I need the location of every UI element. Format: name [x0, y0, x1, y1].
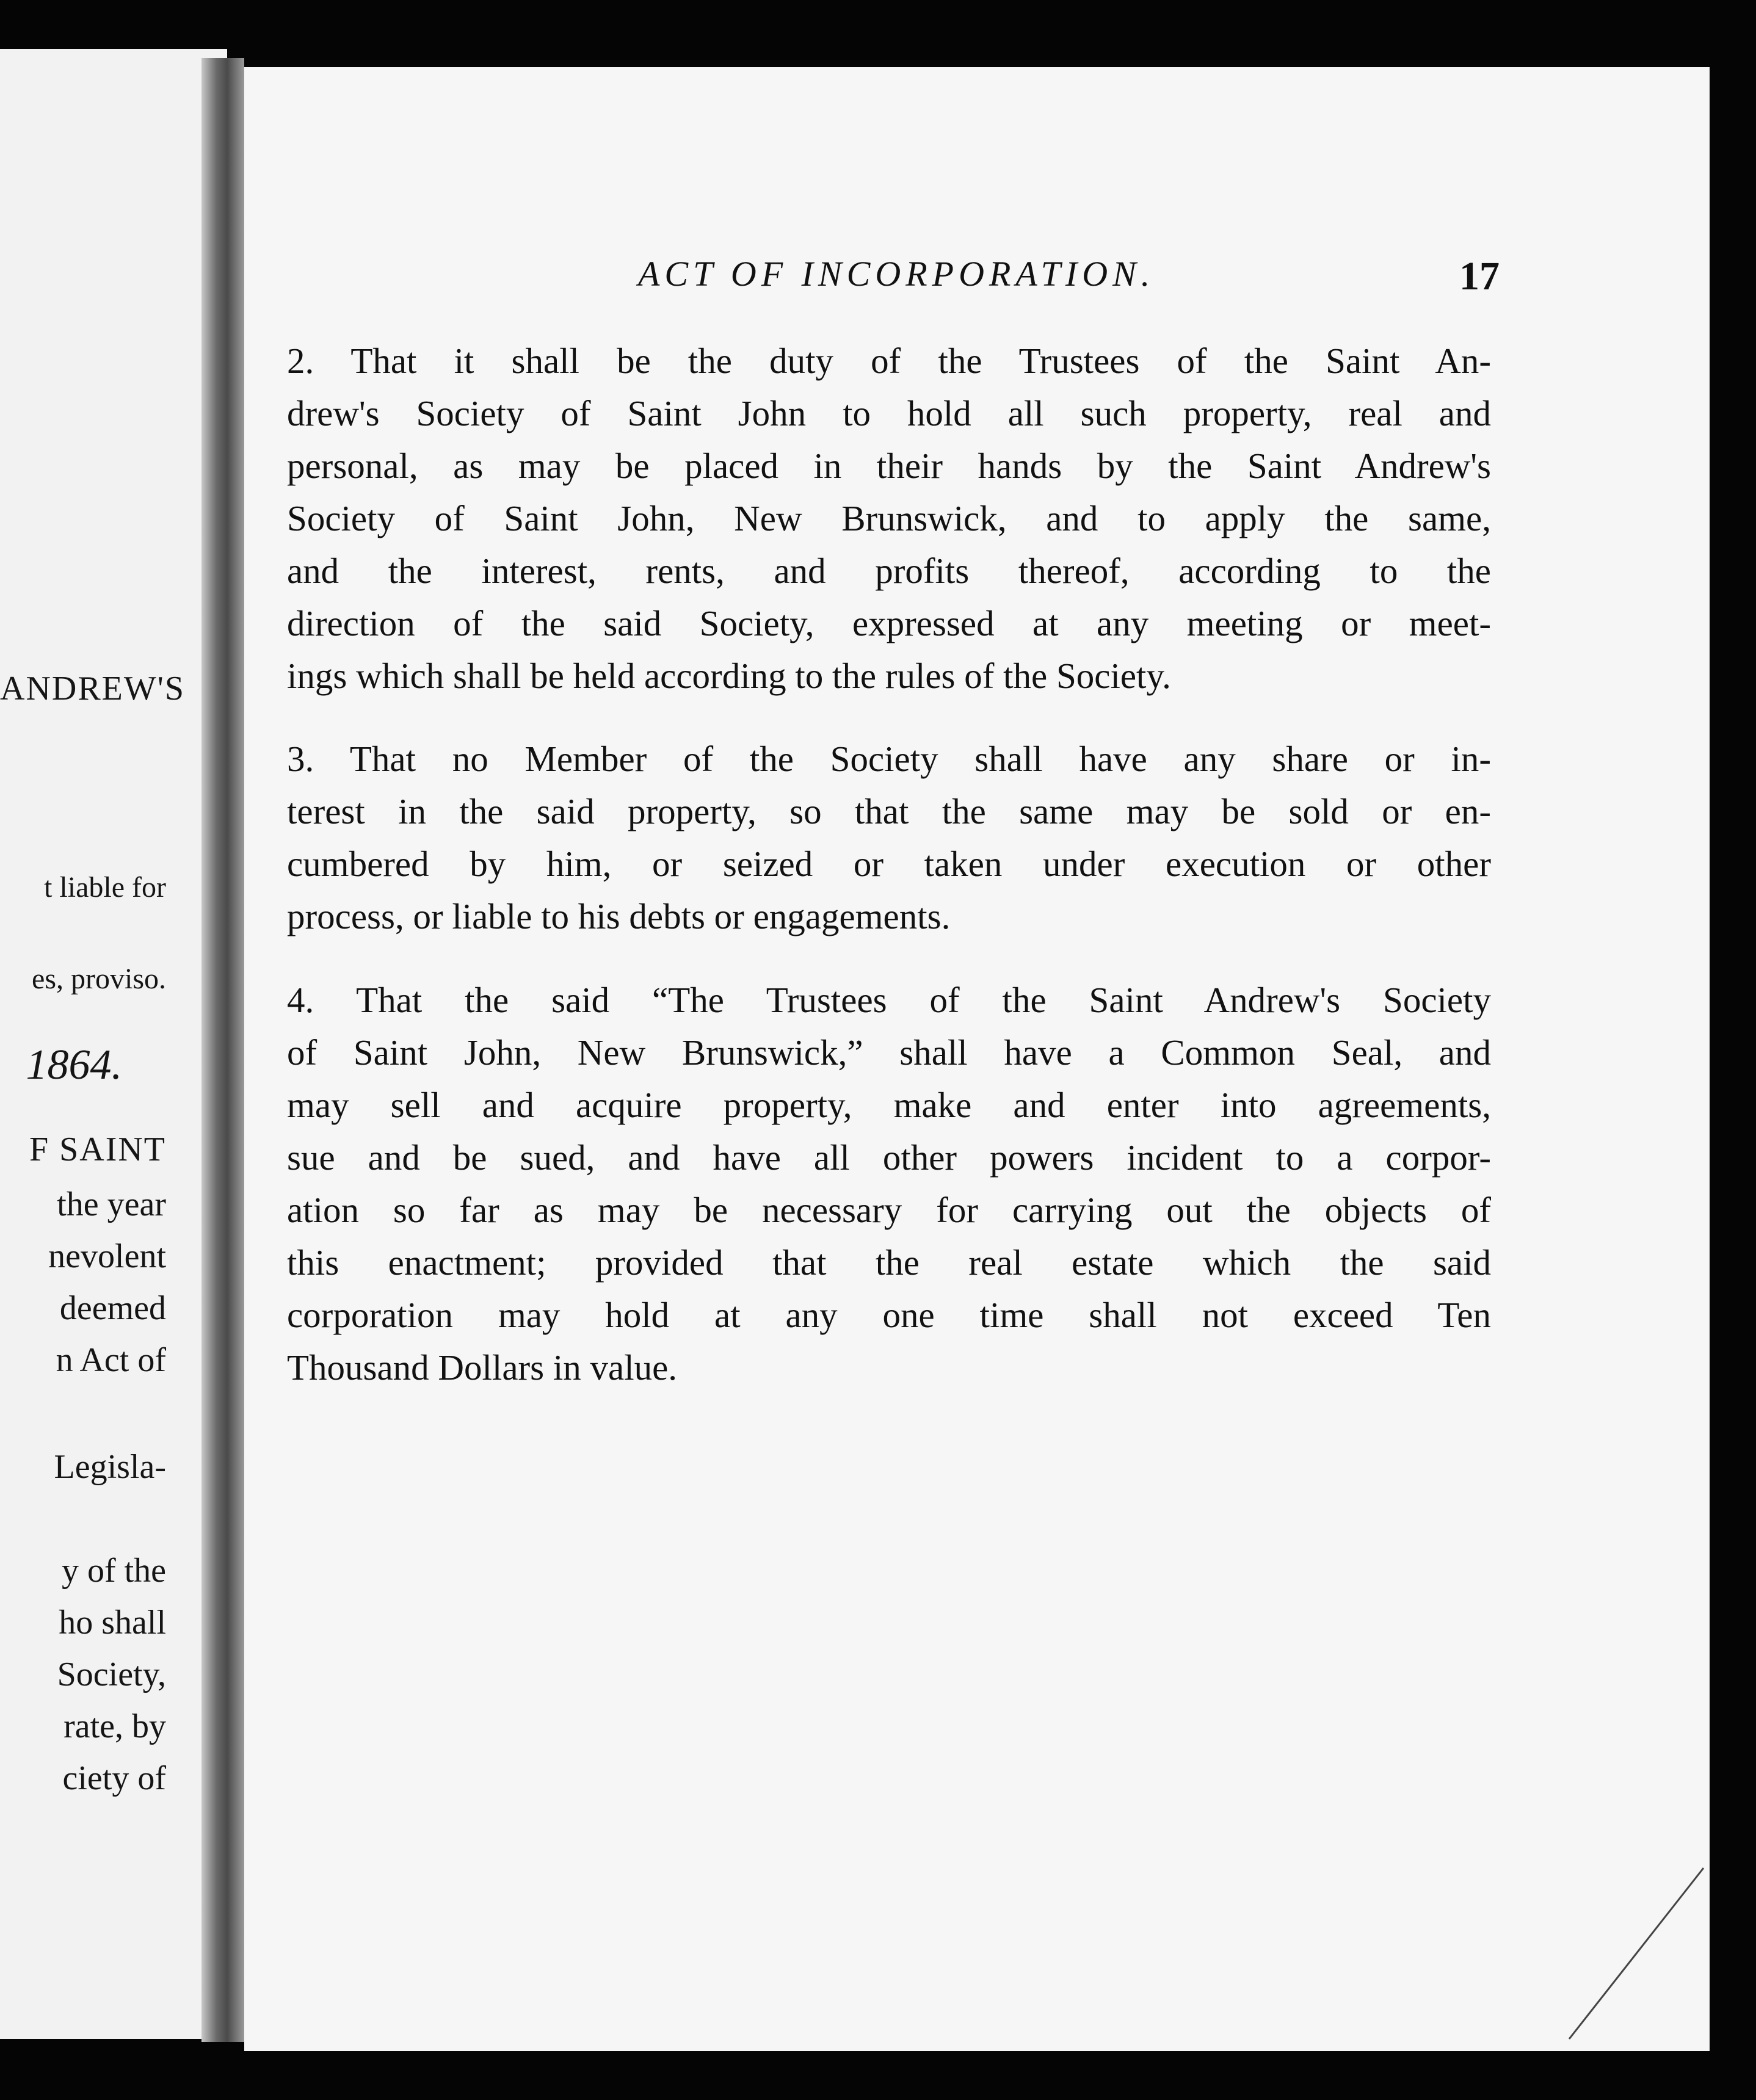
text-line: direction of the said Society, expressed at any meeting or meet- — [287, 603, 1491, 643]
text-line: Thousand Dollars in value. — [287, 1347, 678, 1388]
facing-page-line: Society, — [57, 1656, 166, 1693]
facing-page-line: y of the — [61, 1552, 166, 1590]
text-line: terest in the said property, so that the same may be sold or en- — [287, 791, 1491, 831]
facing-page-line: rate, by — [63, 1707, 166, 1745]
text-line: 3. That no Member of the Society shall have any share or in- — [287, 739, 1491, 779]
section-3-paragraph — [287, 733, 1491, 943]
text-line: personal, as may be placed in their hands by the Saint Andrew's — [287, 446, 1491, 486]
text-line: Society of Saint John, New Brunswick, and to apply the same, — [287, 498, 1491, 538]
text-line: of Saint John, New Brunswick,” shall have a Common Seal, and — [287, 1032, 1491, 1073]
facing-page-line: t liable for — [44, 871, 166, 903]
page-number: 17 — [1459, 254, 1500, 299]
text-line: and the interest, rents, and profits thereof, according to the — [287, 551, 1491, 591]
facing-page-line: ciety of — [62, 1759, 166, 1797]
text-line: this enactment; provided that the real estate which the said — [287, 1242, 1491, 1283]
facing-page-line: es, proviso. — [32, 963, 166, 995]
facing-page-fragment — [0, 49, 227, 2039]
page-corner-fold — [1551, 1856, 1710, 2051]
text-line: ings which shall be held according to the rules of the Society. — [287, 656, 1171, 696]
facing-page-line: nevolent — [48, 1237, 166, 1275]
running-head: ACT OF INCORPORATION. — [638, 254, 1155, 294]
text-line: may sell and acquire property, make and enter into agreements, — [287, 1085, 1491, 1125]
text-line: 2. That it shall be the duty of the Trustees of the Saint An- — [287, 341, 1491, 381]
facing-page-line: the year — [57, 1186, 166, 1223]
text-line: drew's Society of Saint John to hold all such property, real and — [287, 393, 1491, 433]
text-line: sue and be sued, and have all other powers incident to a corpor- — [287, 1137, 1491, 1178]
text-line: corporation may hold at any one time shall not exceed Ten — [287, 1295, 1491, 1335]
facing-page-line: Legisla- — [54, 1448, 166, 1486]
facing-page-line: n Act of — [56, 1341, 166, 1379]
facing-page-line: F SAINT — [29, 1131, 166, 1168]
text-line: ation so far as may be necessary for carrying out the objects of — [287, 1190, 1491, 1230]
text-line: cumbered by him, or seized or taken under execution or other — [287, 844, 1491, 884]
facing-page-line: ho shall — [59, 1604, 166, 1642]
section-2-paragraph — [287, 335, 1491, 702]
facing-page-line: deemed — [59, 1289, 166, 1327]
text-line: 4. That the said “The Trustees of the Saint Andrew's Society — [287, 980, 1491, 1020]
section-4-paragraph — [287, 974, 1491, 1394]
facing-page-line: ANDREW'S — [0, 670, 185, 708]
facing-page-line: 1864. — [26, 1041, 122, 1088]
text-line: process, or liable to his debts or engagements. — [287, 896, 951, 936]
book-gutter — [201, 58, 244, 2042]
